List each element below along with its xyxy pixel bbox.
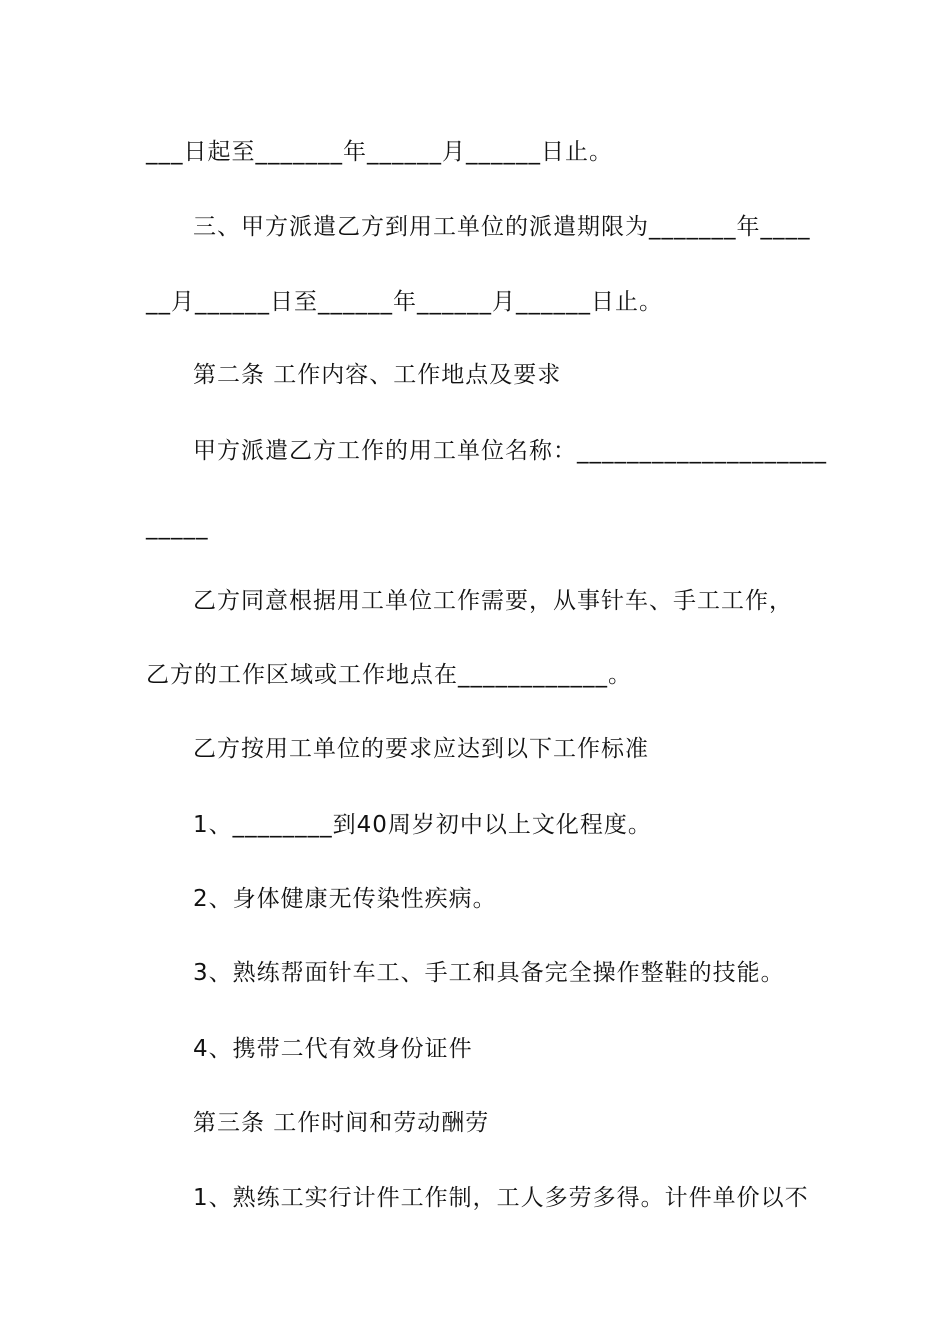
list-item: 3、熟练帮面针车工、手工和具备完全操作整鞋的技能。 bbox=[193, 960, 785, 986]
text-line: 乙方按用工单位的要求应达到以下工作标准 bbox=[193, 736, 649, 762]
list-item: 2、身体健康无传染性疾病。 bbox=[193, 886, 497, 912]
text-line: 三、甲方派遣乙方到用工单位的派遣期限为_______年____ bbox=[193, 214, 811, 240]
text-line: 乙方的工作区域或工作地点在____________。 bbox=[146, 662, 632, 688]
list-item: 1、熟练工实行计件工作制，工人多劳多得。计件单价以不 bbox=[193, 1185, 809, 1211]
text-line: _____ bbox=[146, 514, 209, 540]
text-line: __月______日至______年______月______日止。 bbox=[146, 289, 663, 315]
text-line: ___日起至_______年______月______日止。 bbox=[146, 139, 613, 165]
text-line: 乙方同意根据用工单位工作需要，从事针车、手工工作， bbox=[193, 588, 793, 614]
section-heading: 第三条 工作时间和劳动酬劳 bbox=[193, 1110, 490, 1136]
section-heading: 第二条 工作内容、工作地点及要求 bbox=[193, 362, 562, 388]
list-item: 1、________到40周岁初中以上文化程度。 bbox=[193, 812, 652, 838]
list-item: 4、携带二代有效身份证件 bbox=[193, 1036, 473, 1062]
text-line: 甲方派遣乙方工作的用工单位名称：____________________ bbox=[193, 438, 827, 464]
